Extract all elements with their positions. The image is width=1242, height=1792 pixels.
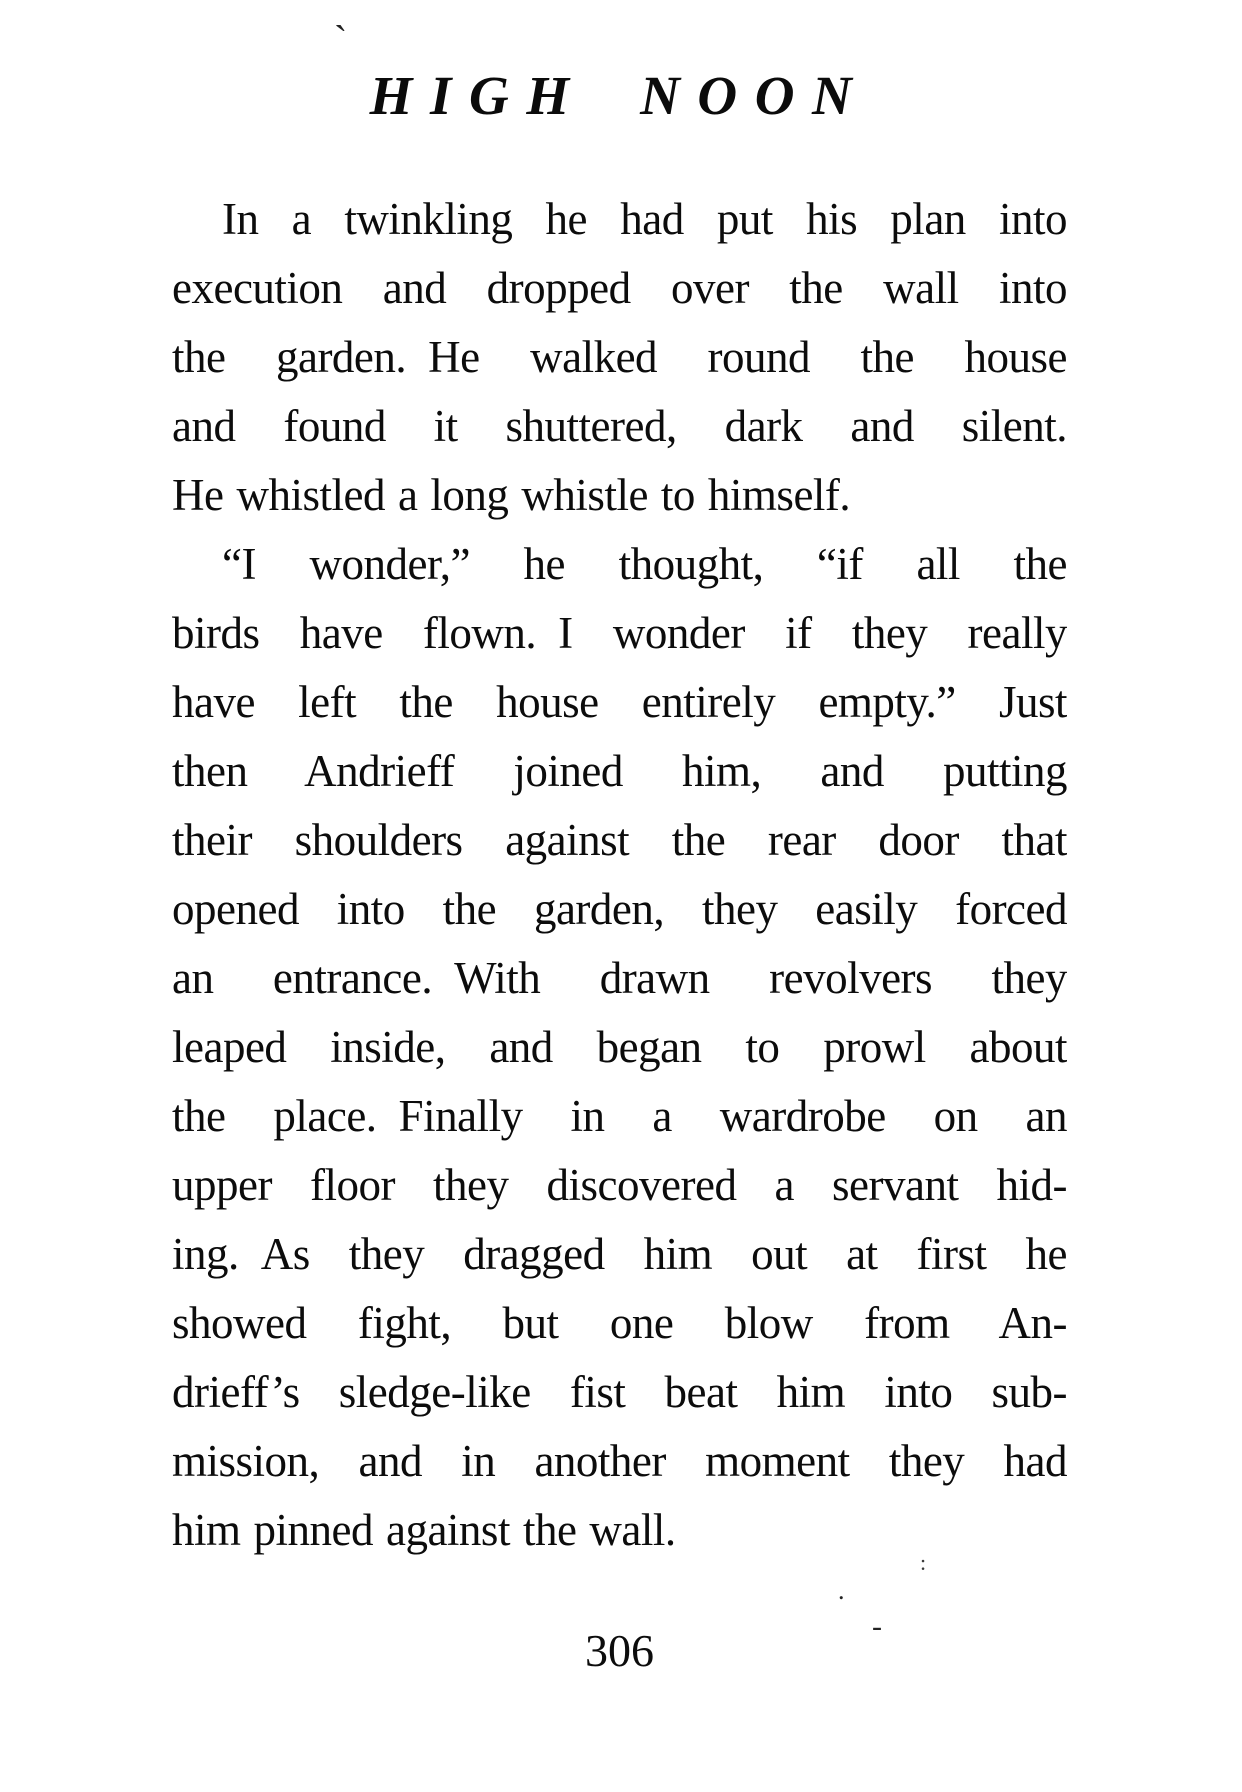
text-line: birds have flown. I wonder if they really xyxy=(172,608,1067,658)
text-line: showed fight, but one blow from An- xyxy=(172,1298,1067,1348)
text-line: the place. Finally in a wardrobe on an xyxy=(172,1091,1067,1141)
text-line: and found it shuttered, dark and silent. xyxy=(172,401,1067,451)
text-line: leaped inside, and began to prowl about xyxy=(172,1022,1067,1072)
paragraph-1 xyxy=(172,185,1067,530)
text-line: mission, and in another moment they had xyxy=(172,1436,1067,1486)
text-line: ing. As they dragged him out at first he xyxy=(172,1229,1067,1279)
body-text xyxy=(172,185,1067,1565)
stray-ink-mark: ` xyxy=(334,17,348,62)
text-line: “I wonder,” he thought, “if all the xyxy=(222,539,1067,589)
ink-speck: . xyxy=(838,1576,845,1605)
text-line: him pinned against the wall. xyxy=(172,1505,676,1555)
text-line: drieff’s sledge-like fist beat him into sub- xyxy=(172,1367,1067,1417)
text-line: opened into the garden, they easily forced xyxy=(172,884,1067,934)
page-number: 306 xyxy=(585,1625,654,1676)
text-line: their shoulders against the rear door that xyxy=(172,815,1067,865)
text-line: upper floor they discovered a servant hid- xyxy=(172,1160,1067,1210)
running-head-title: HIGH NOON xyxy=(369,65,870,126)
text-line: In a twinkling he had put his plan into xyxy=(222,194,1067,244)
text-line: the garden. He walked round the house xyxy=(172,332,1067,382)
ink-speck: - xyxy=(872,1610,882,1643)
text-line: He whistled a long whistle to himself. xyxy=(172,470,851,520)
text-line: have left the house entirely empty.” Just xyxy=(172,677,1067,727)
ink-speck: : xyxy=(920,1550,927,1575)
text-line: an entrance. With drawn revolvers they xyxy=(172,953,1067,1003)
text-line: execution and dropped over the wall into xyxy=(172,263,1067,313)
text-line: then Andrieff joined him, and putting xyxy=(172,746,1067,796)
paragraph-2 xyxy=(172,530,1067,1565)
